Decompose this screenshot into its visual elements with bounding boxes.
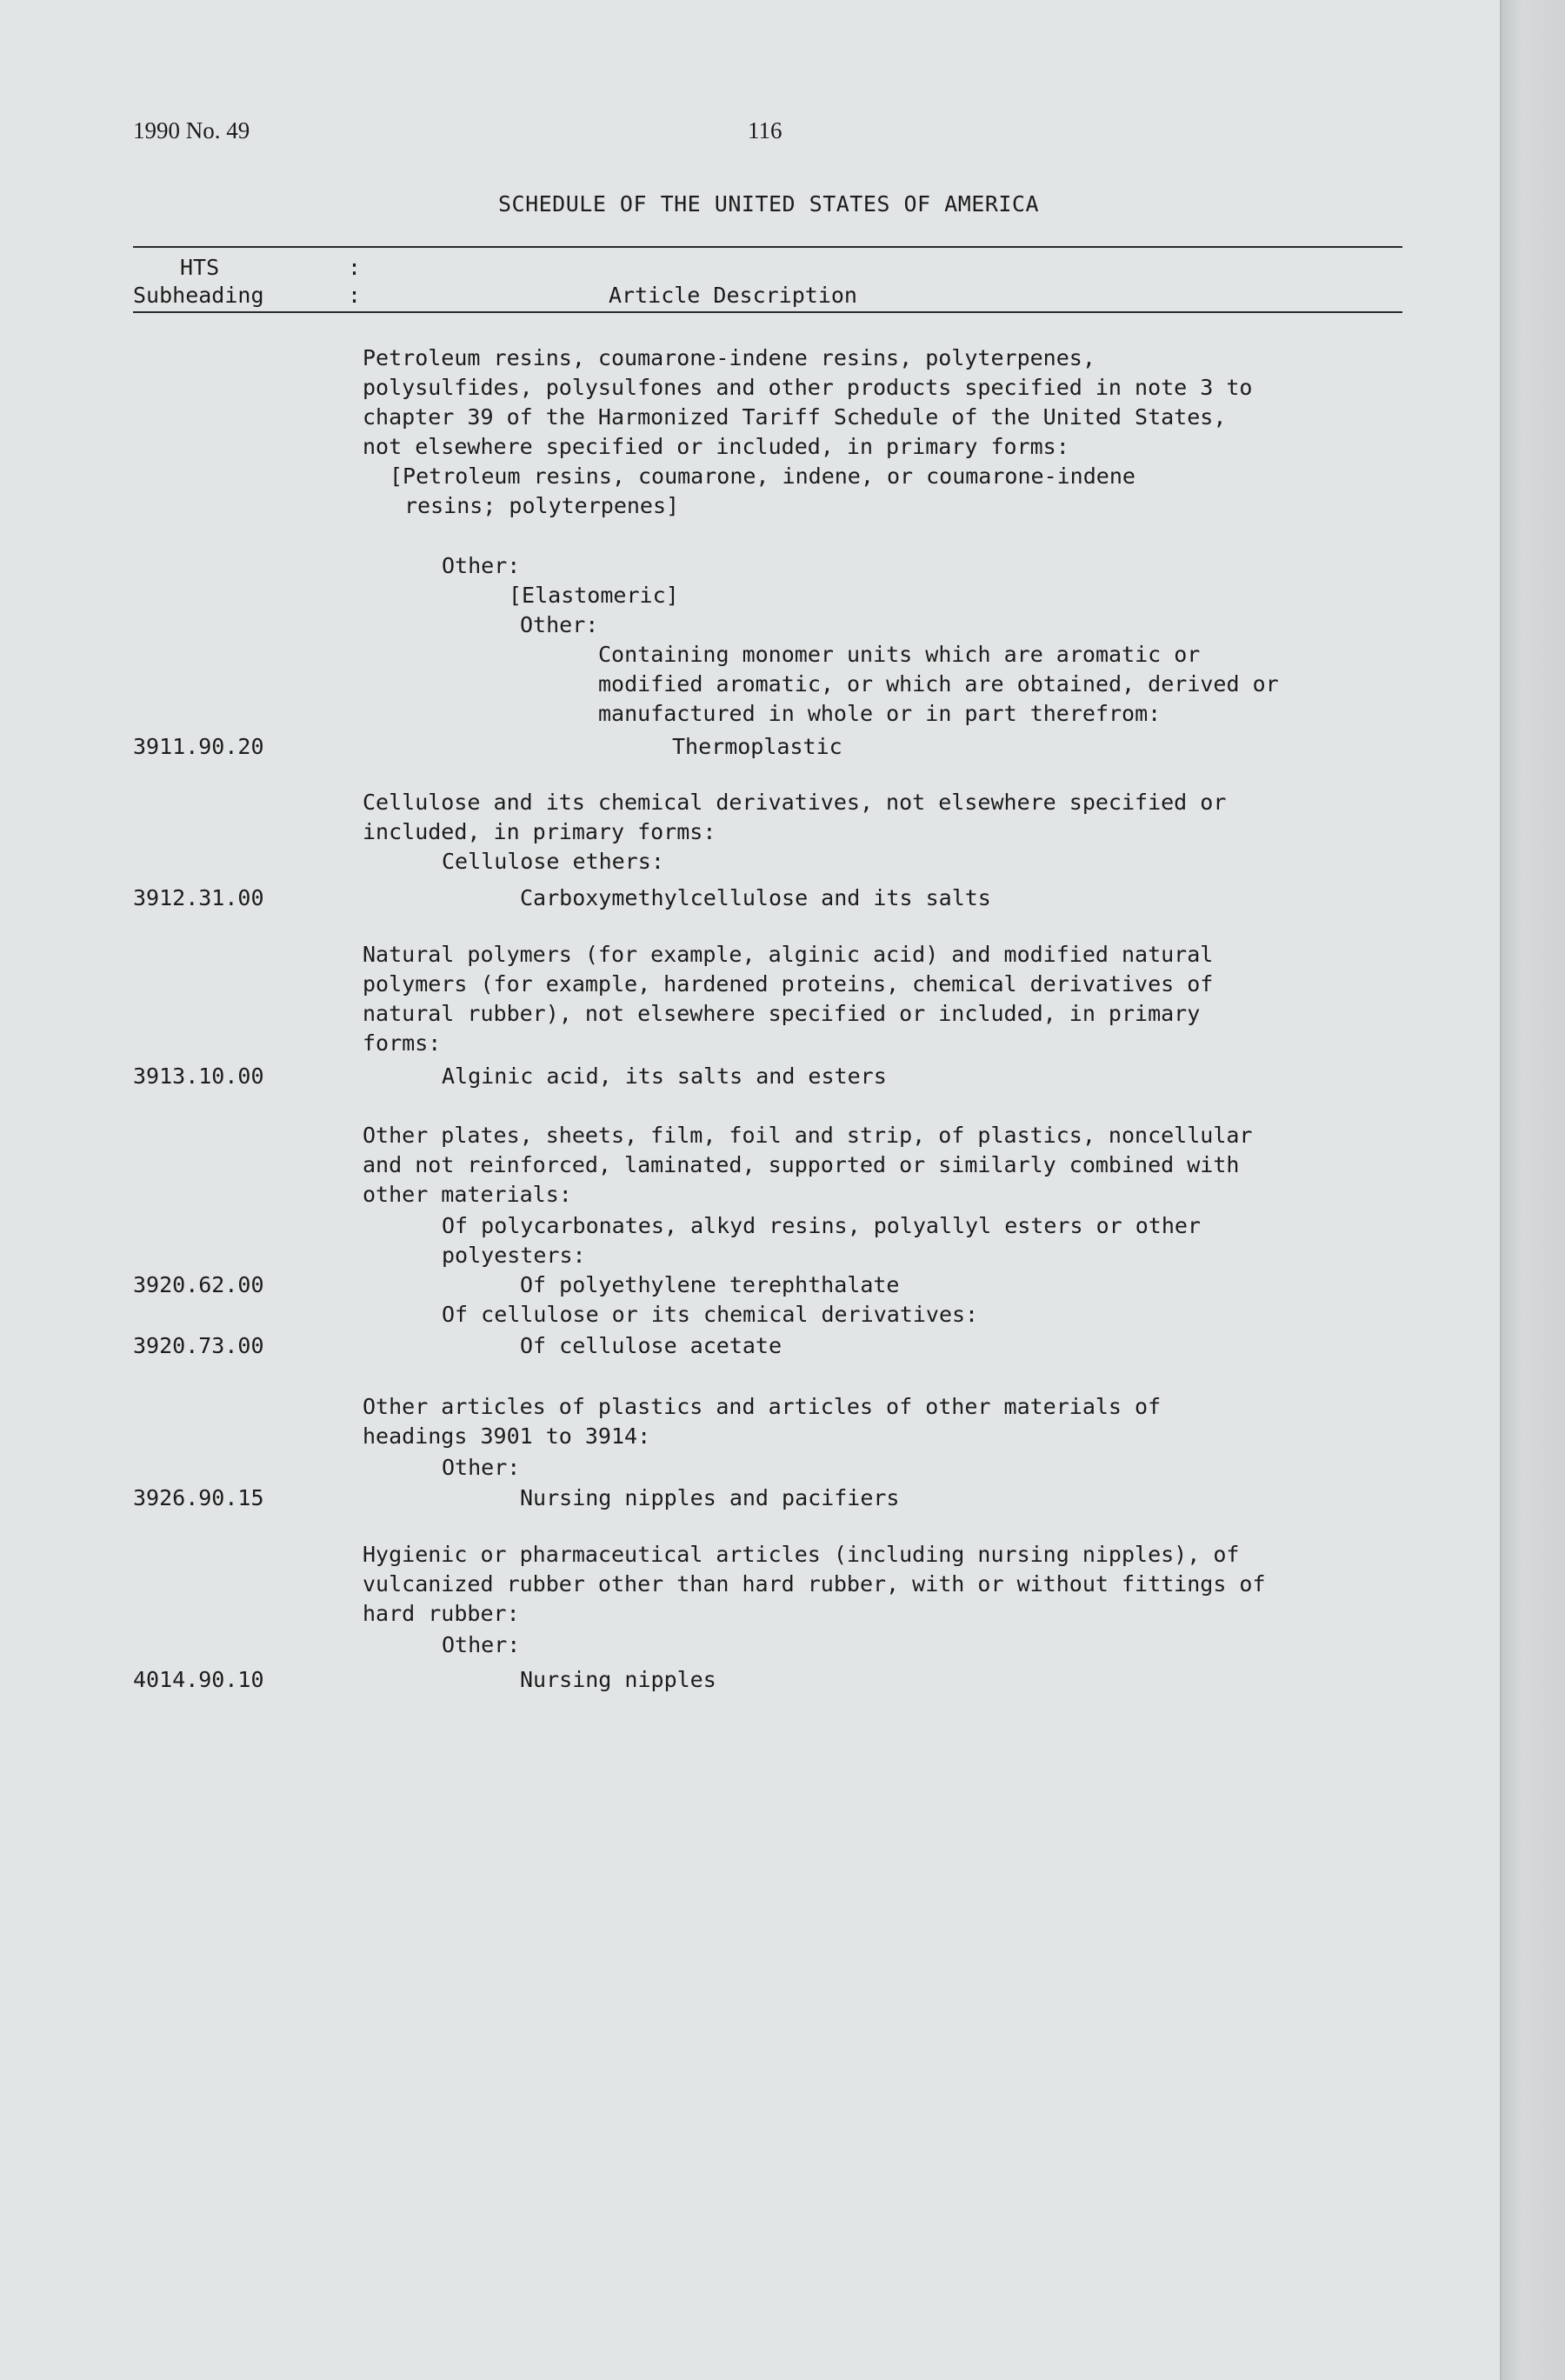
column-subheading: Subheading xyxy=(133,283,264,308)
article-item: Thermoplastic xyxy=(672,734,842,759)
schedule-title: SCHEDULE OF THE UNITED STATES OF AMERICA xyxy=(497,191,1040,217)
section-text: Other plates, sheets, film, foil and strip, of plastics, noncellular xyxy=(363,1123,1253,1148)
section-text: Cellulose and its chemical derivatives, not elsewhere specified or xyxy=(363,790,1227,815)
hts-code: 3920.62.00 xyxy=(133,1272,264,1297)
section-text: Of polycarbonates, alkyd resins, polyallyl esters or other xyxy=(442,1213,1201,1238)
article-item: Of cellulose acetate xyxy=(520,1333,782,1358)
section-text: included, in primary forms: xyxy=(363,819,716,844)
section-text: Other articles of plastics and articles of other materials of xyxy=(363,1394,1162,1419)
column-article-description: Article Description xyxy=(609,283,857,308)
hts-code: 3911.90.20 xyxy=(133,734,264,759)
section-text: natural rubber), not elsewhere specified or included, in primary xyxy=(363,1001,1201,1026)
section-text: Other: xyxy=(520,612,599,637)
section-text: [Petroleum resins, coumarone, indene, or coumarone-indene xyxy=(390,463,1135,489)
section-text: not elsewhere specified or included, in primary forms: xyxy=(363,434,1069,459)
section-text: Cellulose ethers: xyxy=(442,849,664,874)
section-text: Other: xyxy=(442,553,521,578)
section-text: manufactured in whole or in part therefrom: xyxy=(598,701,1162,726)
hts-code: 3913.10.00 xyxy=(133,1063,264,1089)
section-text: Other: xyxy=(442,1455,521,1480)
section-text: polyesters: xyxy=(442,1243,586,1268)
section-text: other materials: xyxy=(363,1182,572,1207)
column-hts: HTS xyxy=(180,255,220,280)
article-item: Of polyethylene terephthalate xyxy=(520,1272,900,1297)
hts-code: 3912.31.00 xyxy=(133,885,264,910)
section-text: [Elastomeric] xyxy=(509,583,679,608)
section-text: Containing monomer units which are aromatic or xyxy=(598,642,1201,667)
table-header-rule xyxy=(133,311,1402,313)
hts-code: 3926.90.15 xyxy=(133,1485,264,1510)
column-colon: : xyxy=(348,255,362,280)
section-text: Of cellulose or its chemical derivatives: xyxy=(442,1302,979,1327)
section-text: polysulfides, polysulfones and other products specified in note 3 to xyxy=(363,375,1253,400)
section-text: forms: xyxy=(363,1030,442,1056)
table-top-rule xyxy=(133,246,1402,248)
hts-code: 3920.73.00 xyxy=(133,1333,264,1358)
section-text: Hygienic or pharmaceutical articles (including nursing nipples), of xyxy=(363,1542,1240,1567)
section-text: vulcanized rubber other than hard rubber, with or without fittings of xyxy=(363,1571,1266,1597)
section-text: polymers (for example, hardened proteins, chemical derivatives of xyxy=(363,971,1214,997)
section-text: resins; polyterpenes] xyxy=(404,493,680,518)
page-number: 116 xyxy=(748,117,782,143)
section-text: modified aromatic, or which are obtained, derived or xyxy=(598,671,1279,697)
article-item: Carboxymethylcellulose and its salts xyxy=(520,885,991,910)
section-text: Natural polymers (for example, alginic acid) and modified natural xyxy=(363,942,1214,967)
document-citation: 1990 No. 49 xyxy=(133,117,250,143)
column-colon: : xyxy=(348,283,362,308)
article-item: Nursing nipples and pacifiers xyxy=(520,1485,900,1510)
section-text: Petroleum resins, coumarone-indene resins, polyterpenes, xyxy=(363,345,1096,370)
page-edge xyxy=(1500,0,1565,2380)
section-text: hard rubber: xyxy=(363,1601,520,1626)
section-text: headings 3901 to 3914: xyxy=(363,1423,651,1449)
section-text: and not reinforced, laminated, supported or similarly combined with xyxy=(363,1152,1240,1177)
hts-code: 4014.90.10 xyxy=(133,1667,264,1692)
section-text: Other: xyxy=(442,1632,521,1657)
section-text: chapter 39 of the Harmonized Tariff Schedule of the United States, xyxy=(363,404,1227,430)
article-item: Nursing nipples xyxy=(520,1667,716,1692)
article-item: Alginic acid, its salts and esters xyxy=(442,1063,887,1089)
